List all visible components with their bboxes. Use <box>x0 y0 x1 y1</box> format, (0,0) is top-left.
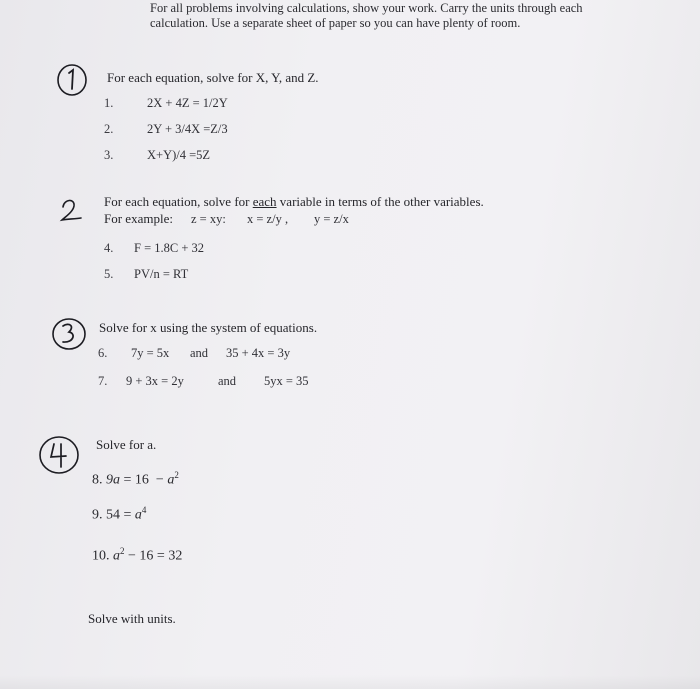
handwritten-circle-4-icon <box>36 433 82 477</box>
item-7-and: and <box>218 374 237 388</box>
item-6-number: 6. <box>98 346 108 360</box>
section-3-heading: Solve for x using the system of equations. <box>99 320 318 335</box>
item-9-equals: = <box>123 507 132 523</box>
item-1-number: 1. <box>104 96 114 110</box>
item-4-number: 4. <box>104 241 114 255</box>
item-5-number: 5. <box>104 267 114 281</box>
item-8-constant: 16 <box>134 472 149 488</box>
item-10-rhs: 32 <box>168 548 183 564</box>
item-7-number: 7. <box>98 374 108 388</box>
item-7-equation-1: 9 + 3x = 2y <box>126 374 184 388</box>
item-5-equation: PV/n = RT <box>134 267 189 281</box>
section-2-example-label: For example: <box>104 211 173 226</box>
section-1-heading: For each equation, solve for X, Y, and Z. <box>107 70 319 85</box>
page-bottom-shadow <box>0 675 700 689</box>
item-7-equation-2: 5yx = 35 <box>264 374 309 388</box>
section-2-heading <box>104 194 484 210</box>
instructions-line-2: calculation. Use a separate sheet of paper so you can have plenty of room. <box>150 16 521 30</box>
item-8-variable: a <box>167 472 175 488</box>
item-10 <box>92 546 182 565</box>
handwritten-circle-3-icon <box>49 315 89 353</box>
section-2-example-x: x = z/y , <box>247 212 289 226</box>
section-2-heading-each: each <box>252 194 277 209</box>
item-9-lhs: 54 <box>106 507 120 523</box>
item-10-constant: 16 <box>139 548 154 564</box>
closing-instruction: Solve with units. <box>88 611 176 626</box>
item-8 <box>92 470 179 489</box>
item-3-equation: X+Y)/4 =5Z <box>147 148 211 162</box>
item-3-number: 3. <box>104 148 114 162</box>
item-6-equation-2: 35 + 4x = 3y <box>226 346 291 360</box>
item-6-equation-1: 7y = 5x <box>131 346 170 360</box>
instructions-line-1: For all problems involving calculations, show your work. Carry the units through each <box>150 1 583 15</box>
section-4-heading: Solve for a. <box>96 437 157 452</box>
item-10-minus: − <box>128 548 136 564</box>
section-2-heading-start: For each equation, solve for <box>104 194 253 209</box>
item-9-number: 9. <box>92 507 103 523</box>
section-2-example-equation: z = xy: <box>191 212 226 226</box>
handwritten-number-2-icon <box>55 190 89 226</box>
item-10-variable: a <box>113 548 120 564</box>
item-8-minus: − <box>155 472 164 488</box>
item-9 <box>92 505 146 524</box>
handwritten-circle-1-icon <box>55 62 89 98</box>
item-2-equation: 2Y + 3/4X =Z/3 <box>147 122 228 136</box>
item-8-number: 8. <box>92 472 103 488</box>
item-8-exponent: 2 <box>174 470 179 480</box>
item-10-equals: = <box>156 548 165 564</box>
item-9-exponent: 4 <box>141 505 147 515</box>
item-2-number: 2. <box>104 122 114 136</box>
section-2-example-y: y = z/x <box>314 212 349 226</box>
item-8-equals: = <box>123 472 132 488</box>
item-9-variable: a <box>134 507 142 523</box>
item-10-exponent: 2 <box>120 546 125 556</box>
item-8-lhs: 9a <box>106 472 120 488</box>
item-4-equation: F = 1.8C + 32 <box>134 241 205 255</box>
item-1-equation: 2X + 4Z = 1/2Y <box>147 96 228 110</box>
item-6-and: and <box>190 346 209 360</box>
item-10-number: 10. <box>92 548 110 564</box>
section-2-heading-end: variable in terms of the other variables. <box>276 194 484 209</box>
